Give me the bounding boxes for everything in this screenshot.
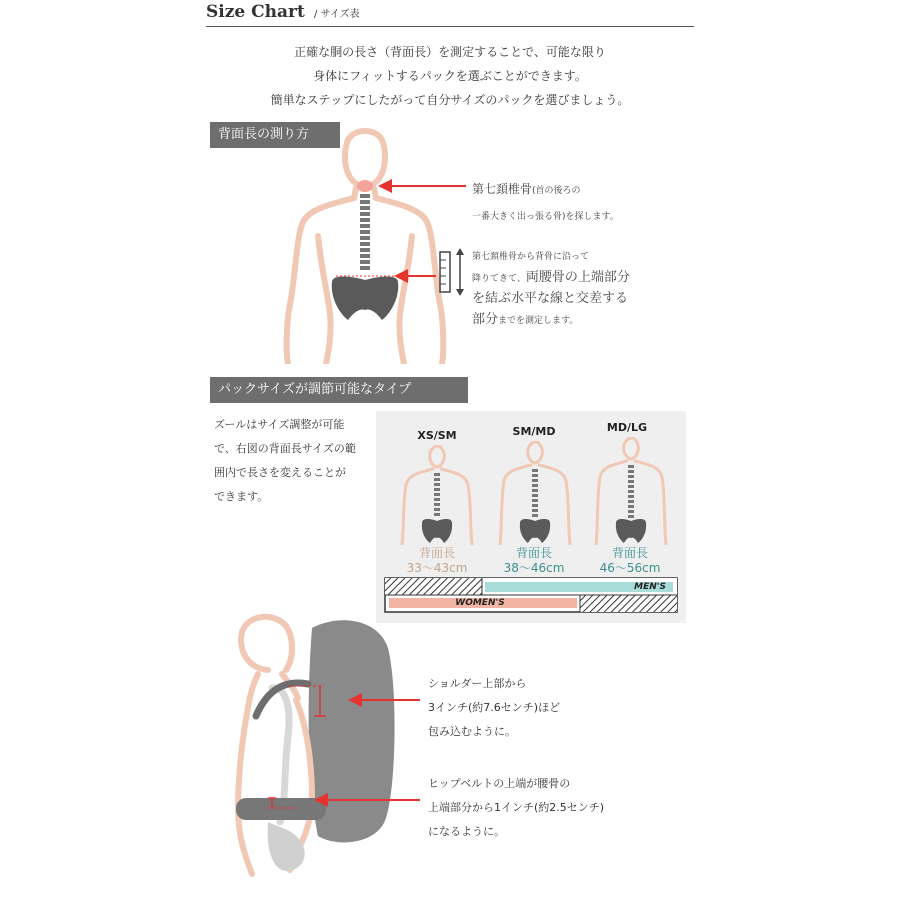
size-name-sm-md: SM/MD <box>512 425 556 438</box>
c7-line2-text: 一番大きく出っ張る骨)を探します。 <box>472 212 619 222</box>
spine-callout <box>472 247 692 331</box>
intro-text <box>206 40 694 112</box>
xs-sm-length-range: 33～43cm <box>406 561 468 575</box>
c7-main-text: 第七頚椎骨 <box>472 182 533 196</box>
md-lg-length-label: 背面長 <box>611 546 648 560</box>
womens-unavailable-hatch <box>580 595 677 612</box>
mens-unavailable-hatch <box>385 578 482 595</box>
hip-bone-icon <box>268 822 305 871</box>
pelvis-icon <box>332 277 399 321</box>
page-subtitle: / サイズ表 <box>313 9 360 20</box>
spine-line-2a: 降りてきて、 <box>472 274 526 284</box>
sm-md-length <box>486 546 582 576</box>
spine-line-2b: 両腰骨の上端部分 <box>525 270 630 285</box>
adjust-description <box>214 413 372 509</box>
intro-line-1: 正確な胴の長さ（背面長）を測定することで、可能な限り <box>294 45 606 59</box>
c7-callout <box>472 179 692 227</box>
shoulder-line-3: 包み込むように。 <box>428 725 516 738</box>
adjust-line-1: ズールはサイズ調整が可能 <box>214 418 345 431</box>
hip-line-1: ヒップベルトの上端が腰骨の <box>428 777 571 790</box>
adjust-heading: パックサイズが調節可能なタイプ <box>210 377 468 403</box>
shoulder-fit-text <box>428 672 688 744</box>
spine-line-3: を結ぶ水平な線と交差する <box>472 291 629 306</box>
adjust-line-2: で、右図の背面長サイズの範 <box>214 442 356 455</box>
page-header <box>206 2 694 27</box>
shoulder-arrow-icon <box>346 690 422 710</box>
womens-label: WOMEN'S <box>455 598 505 608</box>
measure-heading: 背面長の測り方 <box>210 122 340 148</box>
body-back-illustration <box>282 124 452 364</box>
page-title: Size Chart <box>206 2 305 22</box>
spine-line-4a: 部分 <box>472 312 499 327</box>
c7-paren-text: (首の後ろの <box>532 186 581 196</box>
intro-line-2: 身体にフィットするパックを選ぶことができます。 <box>313 69 587 83</box>
shoulder-line-2: 3インチ(約7.6センチ)ほど <box>428 701 561 714</box>
c7-arrow-icon <box>376 176 468 196</box>
xs-sm-figure-icon <box>398 445 476 545</box>
md-lg-length-range: 46～56cm <box>599 561 661 575</box>
xs-sm-length-label: 背面長 <box>418 546 455 560</box>
size-range-panel <box>376 411 686 623</box>
md-lg-figure-icon <box>592 437 670 545</box>
hip-line-2: 上端部分から1インチ(約2.5センチ) <box>428 801 605 814</box>
adjust-line-3: 囲内で長さを変えることが <box>214 466 346 479</box>
md-lg-length <box>582 546 678 576</box>
hip-arrow-icon <box>312 790 422 810</box>
adjust-line-4: できます。 <box>214 490 269 503</box>
shoulder-line-1: ショルダー上部から <box>428 677 527 690</box>
intro-line-3: 簡単なステップにしたがって自分サイズのパックを選びましょう。 <box>270 93 630 107</box>
sm-md-figure-icon <box>496 441 574 545</box>
size-name-md-lg: MD/LG <box>606 421 648 434</box>
hip-line-3: になるように。 <box>428 825 505 838</box>
pack-fit-illustration <box>228 608 428 878</box>
spine-line-4b: までを測定します。 <box>498 316 579 326</box>
sm-md-length-range: 38～46cm <box>503 561 565 575</box>
size-name-xs-sm: XS/SM <box>417 429 457 442</box>
pelvis-arrow-icon <box>392 266 438 286</box>
ruler-icon <box>438 248 468 296</box>
sm-md-length-label: 背面長 <box>515 546 552 560</box>
spine-icon <box>360 194 370 270</box>
hip-fit-text <box>428 772 688 844</box>
mens-label: MEN'S <box>634 582 666 592</box>
c7-highlight-icon <box>357 180 373 192</box>
spine-line-1: 第七頚椎骨から背骨に沿って <box>472 252 590 262</box>
xs-sm-length <box>389 546 485 576</box>
